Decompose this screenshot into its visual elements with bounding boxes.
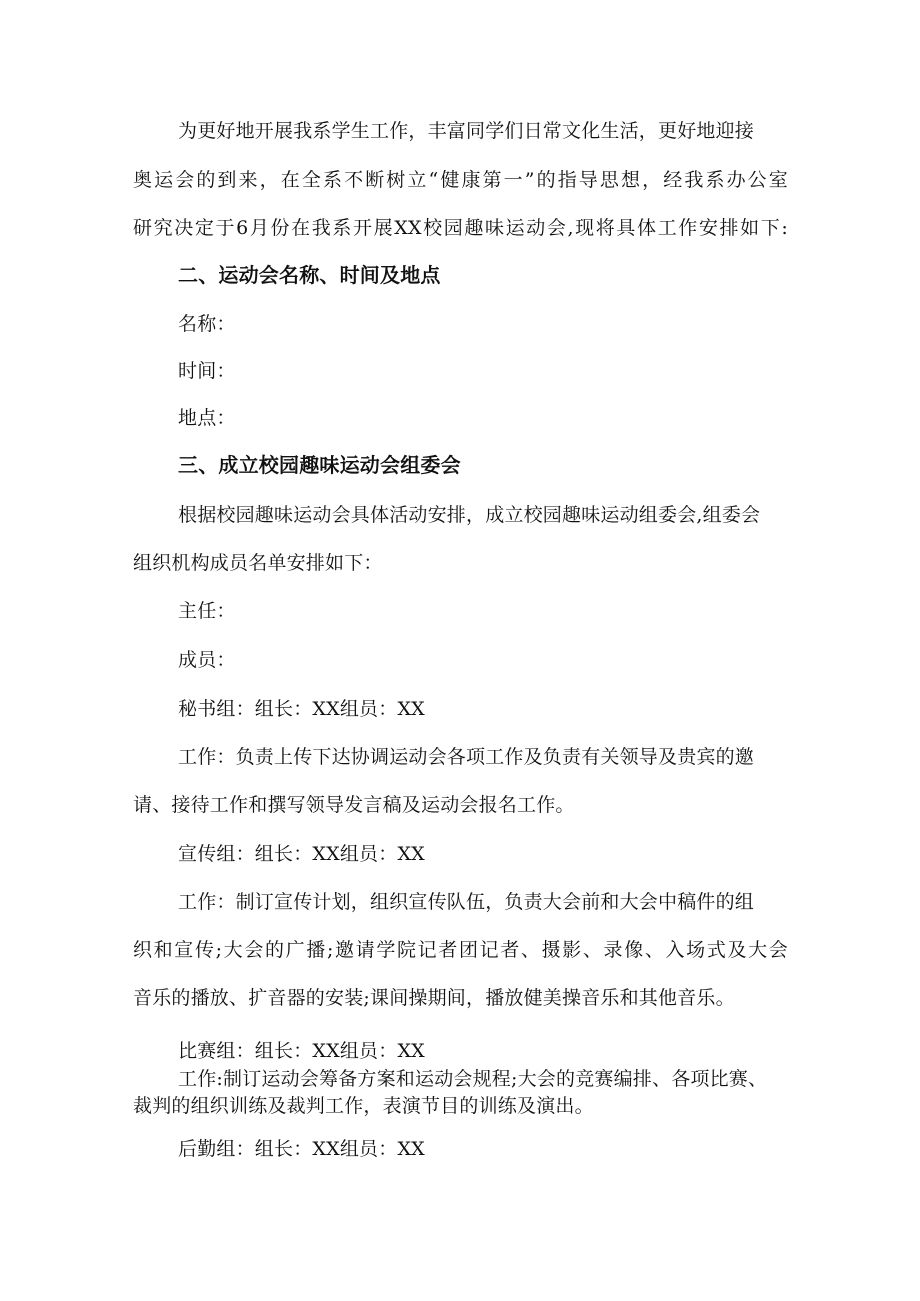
intro-paragraph-line: 为更好地开展我系学生工作，丰富同学们日常文化生活，更好地迎接 xyxy=(178,120,755,142)
competition-work-line: 裁判的组织训练及裁判工作，表演节目的训练及演出。 xyxy=(133,1095,594,1117)
director-label: 主任： xyxy=(178,600,236,622)
secretariat-work-line: 请、接待工作和撰写领导发言稿及运动会报名工作。 xyxy=(133,794,575,816)
committee-intro-line: 根据校园趣味运动会具体活动安排，成立校园趣味运动组委会,组委会 xyxy=(178,504,761,526)
competition-group-title: 比赛组：组长：XX组员：XX xyxy=(178,1040,425,1062)
publicity-work-line: 织和宣传;大会的广播;邀请学院记者团记者、摄影、录像、入场式及大会 xyxy=(133,939,788,961)
publicity-work-line: 工作：制订宣传计划，组织宣传队伍，负责大会前和大会中稿件的组 xyxy=(178,891,755,913)
section-heading-organizing-committee: 三、成立校园趣味运动会组委会 xyxy=(178,453,461,477)
secretariat-work-line: 工作：负责上传下达协调运动会各项工作及负责有关领导及贵宾的邀 xyxy=(178,746,755,768)
time-label: 时间： xyxy=(178,360,236,382)
place-label: 地点： xyxy=(178,407,236,429)
publicity-work-line: 音乐的播放、扩音器的安装;课间操期间，播放健美操音乐和其他音乐。 xyxy=(133,987,735,1009)
name-label: 名称： xyxy=(178,313,236,335)
committee-intro-line: 组织机构成员名单安排如下： xyxy=(133,552,383,574)
publicity-group-title: 宣传组：组长：XX组员：XX xyxy=(178,843,425,865)
secretariat-group-title: 秘书组：组长：XX组员：XX xyxy=(178,698,425,720)
competition-work-line: 工作:制订运动会筹备方案和运动会规程;大会的竞赛编排、各项比赛、 xyxy=(178,1068,768,1090)
logistics-group-title: 后勤组：组长：XX组员：XX xyxy=(178,1138,425,1160)
section-heading-name-time-place: 二、运动会名称、时间及地点 xyxy=(178,263,441,287)
intro-paragraph-line: 奥运会的到来，在全系不断树立“健康第一”的指导思想，经我系办公室 xyxy=(133,169,788,191)
members-label: 成员： xyxy=(178,649,236,671)
intro-paragraph-line: 研究决定于6月份在我系开展XX校园趣味运动会,现将具体工作安排如下: xyxy=(133,217,788,239)
